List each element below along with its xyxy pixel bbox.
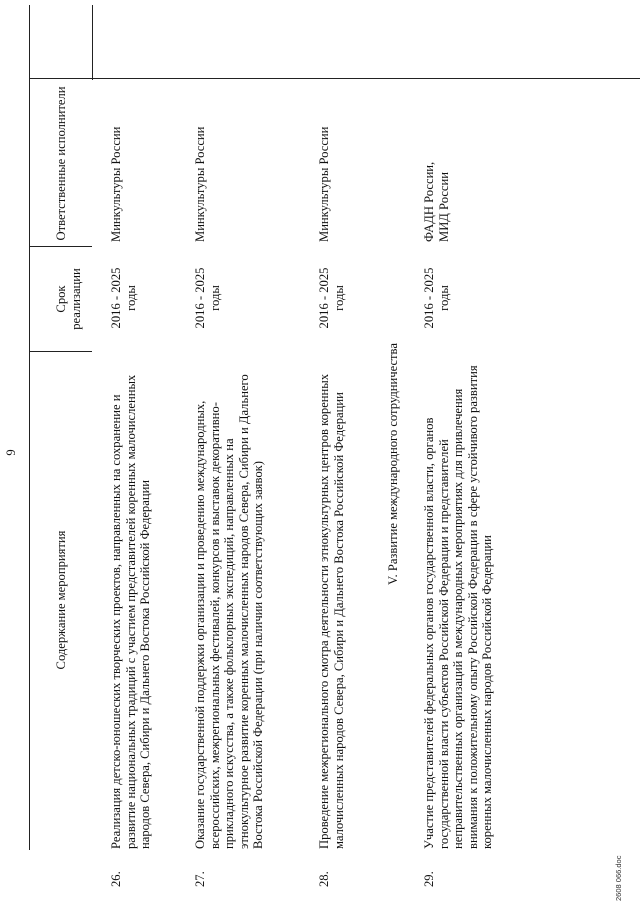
row-number: 26.: [109, 871, 123, 887]
row-executors: ФАДН России, МИД России: [422, 161, 451, 242]
row-executors: Минкультуры России: [109, 126, 123, 242]
header-content: Содержание мероприятия: [54, 530, 68, 670]
footer-file-code: 2608 066.doc: [614, 855, 623, 901]
row-executors: Минкультуры России: [317, 126, 331, 242]
row-content: Проведение межрегионального смотра деятельности этнокультурных центров коренных малочисленных народов Севера, Сибири и Дальнего Востока Российской Федерации: [317, 373, 346, 849]
column-divider-1: [29, 351, 92, 352]
page-number: 9: [4, 449, 18, 456]
row-number: 28.: [317, 871, 331, 887]
section-title: V. Развитие международного сотрудничества: [386, 343, 400, 585]
header-divider: [29, 78, 640, 79]
row-number: 27.: [193, 871, 207, 887]
row-number: 29.: [422, 871, 436, 887]
header-bottom-border: [92, 5, 93, 80]
row-term: 2016 - 2025 годы: [422, 267, 451, 329]
header-term: Срок реализации: [54, 268, 83, 330]
table-top-border: [29, 5, 30, 850]
row-content: Участие представителей федеральных органов государственной власти, органов государственной власти субъектов Российской Федерации и представителей неправительственных организаций в международных мероприятиях для привлечения внимания к положительному опыту Российской Федерации в сфере устойчивого развития коренных малочисленных народов Российской Федерации: [422, 365, 494, 849]
row-content: Реализация детско-юношеских творческих проектов, направленных на сохранение и развитие национальных традиций с участием представителей коренных малочисленных народов Севера, Сибири и Дальнего Востока Российской Федерации: [109, 374, 152, 849]
row-term: 2016 - 2025 годы: [109, 267, 138, 329]
header-executors: Ответственные исполнители: [54, 86, 68, 241]
row-content: Оказание государственной поддержки организации и проведению международных, всероссийских, межрегиональных фестивалей, конкурсов и выставок декоративно-прикладного искусства, а также фольклорных экспедиций, направленных на этнокультурное развитие коренных малочисленных народов Севера, Сибири и Дальнего Востока Российской Федерации (при наличии соответствующих заявок): [193, 374, 265, 849]
row-term: 2016 - 2025 годы: [317, 267, 346, 329]
row-executors: Минкультуры России: [193, 126, 207, 242]
row-term: 2016 - 2025 годы: [193, 267, 222, 329]
